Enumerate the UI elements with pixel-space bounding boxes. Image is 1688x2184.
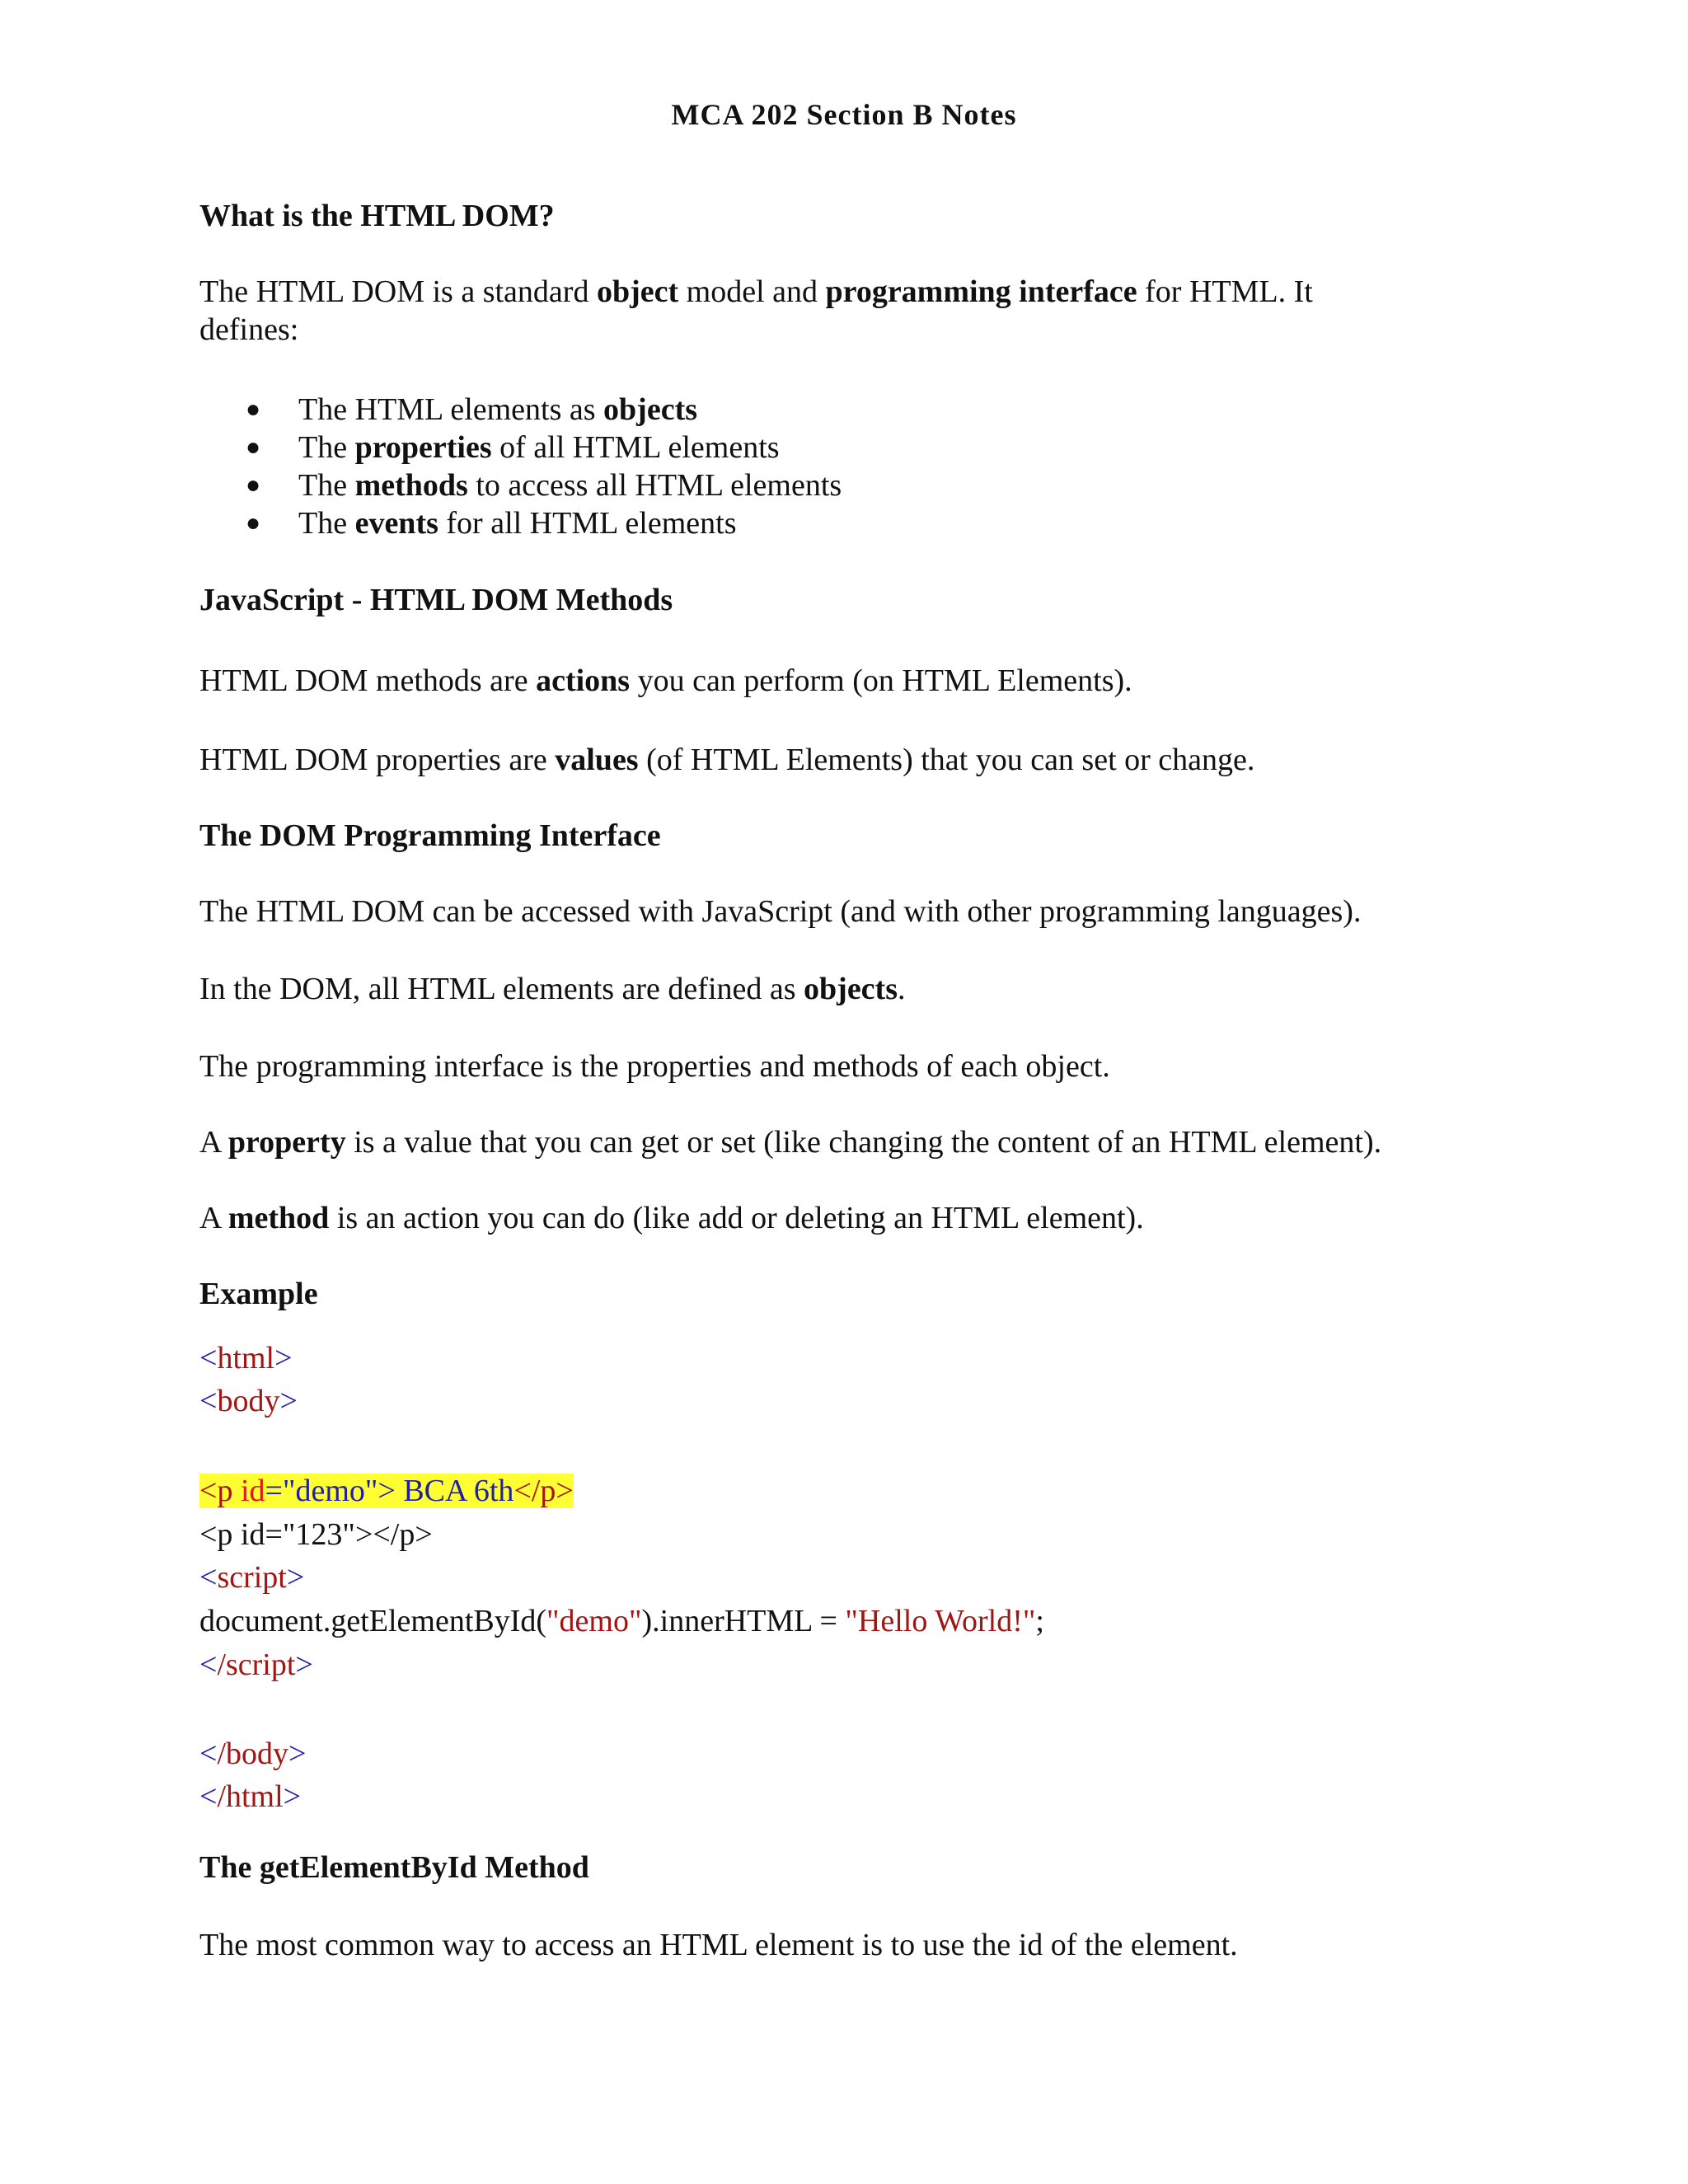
method-paragraph: A method is an action you can do (like add or deleting an HTML element). <box>199 1201 1144 1235</box>
list-item: ● The methods to access all HTML elements <box>246 468 842 503</box>
heading-programming-interface: The DOM Programming Interface <box>199 818 661 853</box>
access-paragraph: The HTML DOM can be accessed with JavaScript (and with other programming languages). <box>199 894 1362 929</box>
bullet-icon: ● <box>246 434 261 461</box>
property-paragraph: A property is a value that you can get or set (like changing the content of an HTML element). <box>199 1125 1382 1160</box>
properties-paragraph: HTML DOM properties are values (of HTML Elements) that you can set or change. <box>199 743 1255 777</box>
page-title: MCA 202 Section B Notes <box>671 98 1017 131</box>
intro-paragraph-line2: defines: <box>199 312 299 347</box>
bullet-icon: ● <box>246 509 261 537</box>
code-html-open: <html> <box>199 1341 293 1376</box>
list-item: ● The events for all HTML elements <box>246 506 737 541</box>
code-script-open: <script> <box>199 1560 305 1595</box>
methods-paragraph: HTML DOM methods are actions you can perform (on HTML Elements). <box>199 663 1132 698</box>
code-body-close: </body> <box>199 1736 307 1771</box>
heading-example: Example <box>199 1277 318 1311</box>
dom-definition-list <box>198 391 842 542</box>
code-js-line: document.getElementById("demo").innerHTML = "Hello World!"; <box>199 1604 1044 1638</box>
intro-paragraph-line1: The HTML DOM is a standard object model and programming interface for HTML. It <box>199 274 1313 309</box>
heading-js-dom-methods: JavaScript - HTML DOM Methods <box>199 583 673 617</box>
bullet-icon: ● <box>246 471 261 499</box>
bullet-icon: ● <box>246 396 261 423</box>
getelementbyid-paragraph: The most common way to access an HTML element is to use the id of the element. <box>199 1928 1238 1962</box>
code-html-close: </html> <box>199 1779 302 1814</box>
list-item: ● The properties of all HTML elements <box>246 430 780 465</box>
code-p-demo-highlighted: <p id="demo"> BCA 6th</p> <box>199 1474 574 1508</box>
list-item: ● The HTML elements as objects <box>246 392 698 427</box>
code-script-close: </script> <box>199 1647 313 1682</box>
objects-paragraph: In the DOM, all HTML elements are defined as objects. <box>199 972 906 1006</box>
heading-getelementbyid: The getElementById Method <box>199 1850 589 1885</box>
heading-what-is-dom: What is the HTML DOM? <box>199 199 555 233</box>
code-p-123: <p id="123"></p> <box>199 1517 433 1552</box>
interface-paragraph: The programming interface is the properties and methods of each object. <box>199 1049 1110 1084</box>
code-body-open: <body> <box>199 1384 298 1418</box>
